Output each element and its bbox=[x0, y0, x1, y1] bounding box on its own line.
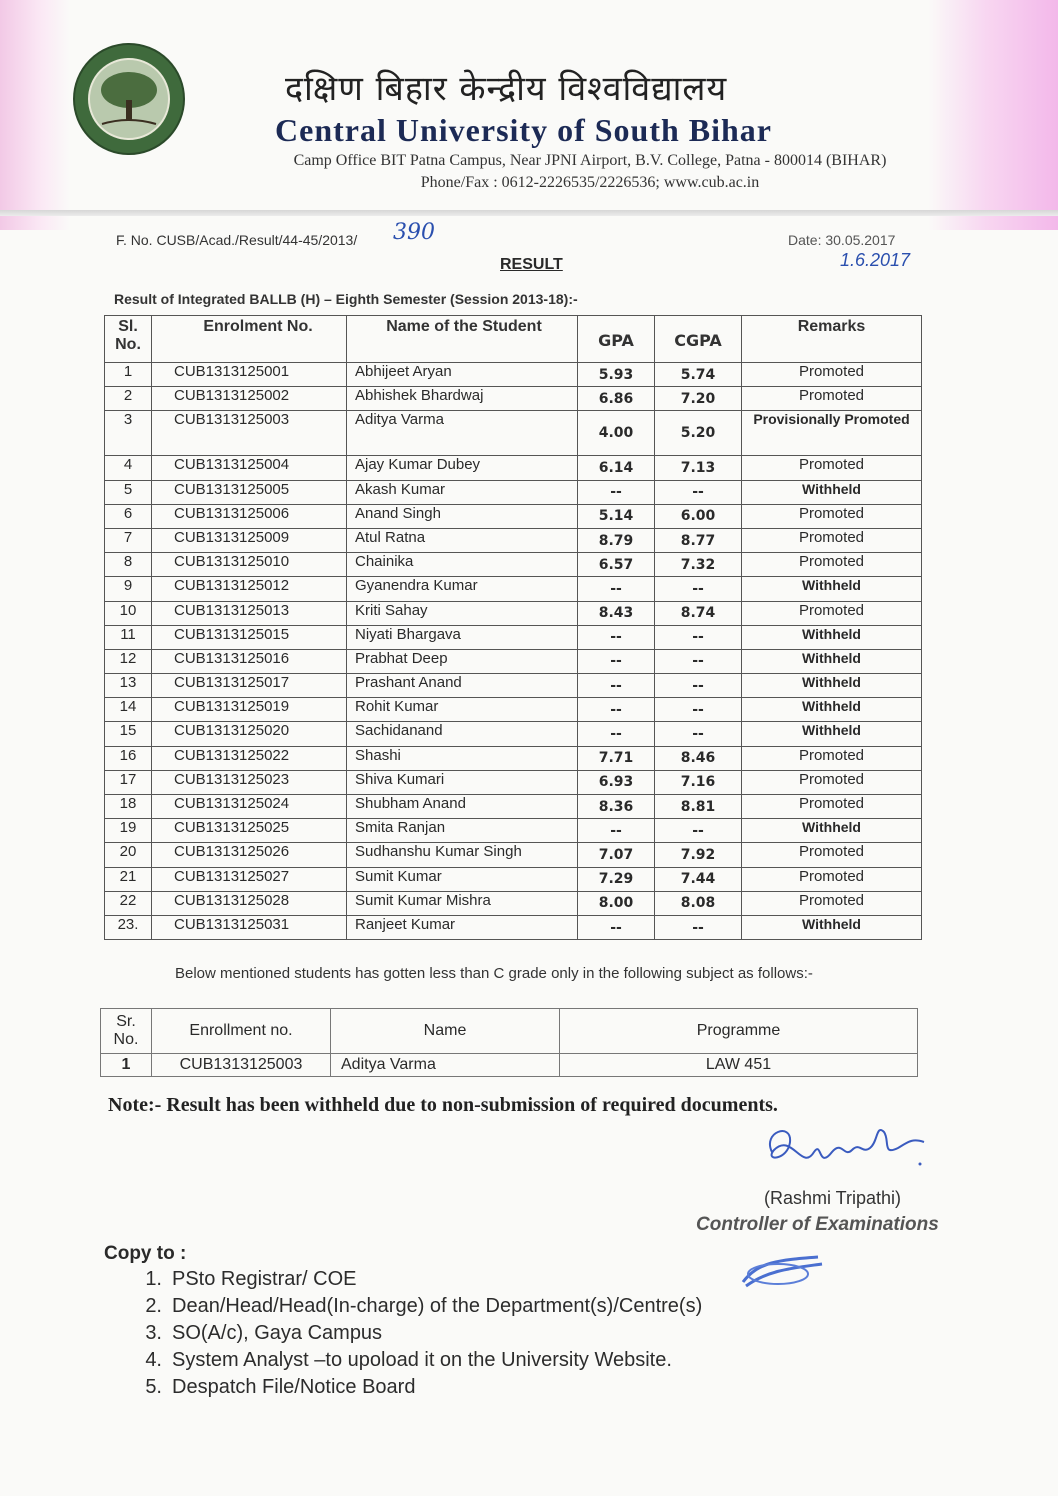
cell-sl-no: 12 bbox=[105, 649, 152, 673]
table-row bbox=[105, 456, 922, 480]
list-number: 1. bbox=[145, 1268, 162, 1290]
cell-enrolment-no: CUB1313125012 bbox=[152, 577, 347, 601]
cell-cgpa: -- bbox=[655, 649, 742, 673]
list-number: 3. bbox=[145, 1322, 162, 1344]
cell-enrolment-no: CUB1313125027 bbox=[152, 867, 347, 891]
header-enrollment-no: Enrollment no. bbox=[152, 1009, 331, 1054]
table-row bbox=[105, 411, 922, 456]
university-address: Camp Office BIT Patna Campus, Near JPNI Airport, B.V. College, Patna - 800014 (BIHAR) bbox=[293, 152, 887, 169]
table-row bbox=[105, 770, 922, 794]
cell-gpa: 7.07 bbox=[578, 843, 655, 867]
cell-sl-no: 15 bbox=[105, 722, 152, 746]
cell-cgpa: -- bbox=[655, 625, 742, 649]
cell-enrolment-no: CUB1313125025 bbox=[152, 819, 347, 843]
table-row bbox=[101, 1054, 918, 1077]
cell-gpa: 6.86 bbox=[578, 387, 655, 411]
cell-sl-no: 1 bbox=[105, 363, 152, 387]
cell-sl-no: 8 bbox=[105, 553, 152, 577]
dispatch-stamp bbox=[738, 1252, 828, 1292]
copy-to-list bbox=[130, 1268, 702, 1403]
cell-sl-no: 4 bbox=[105, 456, 152, 480]
cell-enrolment-no: CUB1313125024 bbox=[152, 795, 347, 819]
cell-sl-no: 22 bbox=[105, 891, 152, 915]
list-item bbox=[130, 1268, 702, 1295]
cell-student-name: Sachidanand bbox=[347, 722, 578, 746]
header-cgpa: CGPA bbox=[655, 316, 742, 363]
table-row bbox=[105, 891, 922, 915]
header-divider bbox=[0, 210, 1058, 216]
cell-gpa: 8.00 bbox=[578, 891, 655, 915]
cell-sl-no: 5 bbox=[105, 480, 152, 504]
list-text: Despatch File/Notice Board bbox=[172, 1376, 416, 1398]
cell-student-name: Abhishek Bhardwaj bbox=[347, 387, 578, 411]
cell-remarks: Promoted bbox=[742, 553, 922, 577]
table-row bbox=[105, 553, 922, 577]
cell-gpa: 6.14 bbox=[578, 456, 655, 480]
cell-cgpa: 6.00 bbox=[655, 504, 742, 528]
cell-enrolment-no: CUB1313125023 bbox=[152, 770, 347, 794]
cell-gpa: 4.00 bbox=[578, 411, 655, 456]
cell-enrolment-no: CUB1313125022 bbox=[152, 746, 347, 770]
cell-gpa: -- bbox=[578, 480, 655, 504]
list-text: SO(A/c), Gaya Campus bbox=[172, 1322, 383, 1344]
table-row bbox=[105, 577, 922, 601]
subject-grade-table bbox=[100, 1008, 918, 1077]
table-row bbox=[105, 746, 922, 770]
cell-enrolment-no: CUB1313125028 bbox=[152, 891, 347, 915]
cell-student-name: Sumit Kumar bbox=[347, 867, 578, 891]
cell-enrolment-no: CUB1313125019 bbox=[152, 698, 347, 722]
table-row bbox=[105, 698, 922, 722]
cell-student-name: Shubham Anand bbox=[347, 795, 578, 819]
cell-student-name: Gyanendra Kumar bbox=[347, 577, 578, 601]
issue-date-handwritten: 1.6.2017 bbox=[840, 250, 911, 270]
result-caption: Result of Integrated BALLB (H) – Eighth Semester (Session 2013-18):- bbox=[114, 291, 578, 307]
list-item bbox=[130, 1322, 702, 1349]
cell-sr-no: 1 bbox=[101, 1054, 152, 1077]
list-text: Dean/Head/Head(In-charge) of the Department(s)/Centre(s) bbox=[172, 1295, 703, 1317]
document-title: RESULT bbox=[500, 256, 563, 273]
cell-remarks: Promoted bbox=[742, 867, 922, 891]
cell-cgpa: 8.08 bbox=[655, 891, 742, 915]
cell-gpa: 7.29 bbox=[578, 867, 655, 891]
cell-sl-no: 9 bbox=[105, 577, 152, 601]
cell-enrolment-no: CUB1313125026 bbox=[152, 843, 347, 867]
cell-enrolment-no: CUB1313125031 bbox=[152, 915, 347, 939]
list-item bbox=[130, 1376, 702, 1403]
cell-sl-no: 7 bbox=[105, 528, 152, 552]
list-number: 4. bbox=[145, 1349, 162, 1371]
file-number: F. No. CUSB/Acad./Result/44-45/2013/ bbox=[116, 232, 358, 248]
cell-student-name: Prabhat Deep bbox=[347, 649, 578, 673]
list-item bbox=[130, 1295, 702, 1322]
cell-remarks: Withheld bbox=[742, 819, 922, 843]
table-row bbox=[105, 674, 922, 698]
cell-sl-no: 17 bbox=[105, 770, 152, 794]
table-row bbox=[105, 722, 922, 746]
list-text: PSto Registrar/ COE bbox=[172, 1268, 357, 1290]
cell-cgpa: -- bbox=[655, 698, 742, 722]
cell-remarks: Promoted bbox=[742, 843, 922, 867]
cell-gpa: -- bbox=[578, 819, 655, 843]
cell-enrolment-no: CUB1313125006 bbox=[152, 504, 347, 528]
cell-remarks: Withheld bbox=[742, 649, 922, 673]
cell-enrolment-no: CUB1313125020 bbox=[152, 722, 347, 746]
cell-student-name: Rohit Kumar bbox=[347, 698, 578, 722]
cell-enrolment-no: CUB1313125002 bbox=[152, 387, 347, 411]
list-text: System Analyst –to upoload it on the University Website. bbox=[172, 1349, 672, 1371]
cell-gpa: -- bbox=[578, 649, 655, 673]
cell-student-name: Sudhanshu Kumar Singh bbox=[347, 843, 578, 867]
signature-image bbox=[752, 1112, 942, 1182]
cell-remarks: Withheld bbox=[742, 625, 922, 649]
cell-cgpa: -- bbox=[655, 819, 742, 843]
cell-remarks: Provisionally Promoted bbox=[742, 411, 922, 456]
cell-remarks: Promoted bbox=[742, 770, 922, 794]
cell-cgpa: -- bbox=[655, 480, 742, 504]
cell-enrolment-no: CUB1313125009 bbox=[152, 528, 347, 552]
cell-remarks: Promoted bbox=[742, 795, 922, 819]
header-enrolment-no: Enrolment No. bbox=[152, 316, 347, 363]
cell-student-name: Ajay Kumar Dubey bbox=[347, 456, 578, 480]
cell-remarks: Withheld bbox=[742, 674, 922, 698]
cell-cgpa: 5.74 bbox=[655, 363, 742, 387]
cell-enrollment-no: CUB1313125003 bbox=[152, 1054, 331, 1077]
list-item bbox=[130, 1349, 702, 1376]
cell-cgpa: -- bbox=[655, 915, 742, 939]
cell-sl-no: 13 bbox=[105, 674, 152, 698]
cell-cgpa: 8.74 bbox=[655, 601, 742, 625]
signer-designation: Controller of Examinations bbox=[696, 1214, 939, 1235]
cell-remarks: Promoted bbox=[742, 504, 922, 528]
cell-student-name: Niyati Bhargava bbox=[347, 625, 578, 649]
cell-enrolment-no: CUB1313125003 bbox=[152, 411, 347, 456]
cell-enrolment-no: CUB1313125004 bbox=[152, 456, 347, 480]
table-row bbox=[105, 843, 922, 867]
header-remarks: Remarks bbox=[742, 316, 922, 363]
cell-gpa: 8.79 bbox=[578, 528, 655, 552]
cell-student-name: Abhijeet Aryan bbox=[347, 363, 578, 387]
table-row bbox=[105, 528, 922, 552]
signer-name: (Rashmi Tripathi) bbox=[764, 1188, 902, 1208]
cell-remarks: Promoted bbox=[742, 746, 922, 770]
issue-date: Date: 30.05.2017 bbox=[788, 232, 896, 248]
cell-gpa: -- bbox=[578, 674, 655, 698]
table-row bbox=[105, 601, 922, 625]
table-row bbox=[105, 387, 922, 411]
cell-cgpa: 8.77 bbox=[655, 528, 742, 552]
cell-remarks: Withheld bbox=[742, 915, 922, 939]
header-name: Name bbox=[331, 1009, 560, 1054]
copy-to-title: Copy to : bbox=[104, 1243, 187, 1264]
list-number: 5. bbox=[145, 1376, 162, 1398]
cell-enrolment-no: CUB1313125016 bbox=[152, 649, 347, 673]
results-table bbox=[104, 315, 922, 940]
cell-enrolment-no: CUB1313125005 bbox=[152, 480, 347, 504]
cell-student-name: Sumit Kumar Mishra bbox=[347, 891, 578, 915]
cell-cgpa: 7.32 bbox=[655, 553, 742, 577]
scan-tint-right bbox=[928, 0, 1058, 230]
cell-cgpa: 5.20 bbox=[655, 411, 742, 456]
subject-table-header bbox=[101, 1009, 918, 1054]
cell-student-name: Kriti Sahay bbox=[347, 601, 578, 625]
cell-cgpa: 7.13 bbox=[655, 456, 742, 480]
table-row bbox=[105, 915, 922, 939]
header-programme: Programme bbox=[560, 1009, 918, 1054]
cell-cgpa: -- bbox=[655, 722, 742, 746]
cell-remarks: Withheld bbox=[742, 480, 922, 504]
cell-sl-no: 2 bbox=[105, 387, 152, 411]
table-row bbox=[105, 819, 922, 843]
cell-student-name: Prashant Anand bbox=[347, 674, 578, 698]
cell-programme: LAW 451 bbox=[560, 1054, 918, 1077]
cell-gpa: -- bbox=[578, 722, 655, 746]
scan-tint-left bbox=[0, 0, 70, 230]
cell-remarks: Promoted bbox=[742, 601, 922, 625]
cell-student-name: Smita Ranjan bbox=[347, 819, 578, 843]
table-row bbox=[105, 649, 922, 673]
cell-cgpa: 7.92 bbox=[655, 843, 742, 867]
university-name-english: Central University of South Bihar bbox=[275, 112, 772, 148]
cell-student-name: Chainika bbox=[347, 553, 578, 577]
cell-sl-no: 18 bbox=[105, 795, 152, 819]
cell-gpa: 6.57 bbox=[578, 553, 655, 577]
table-row bbox=[105, 867, 922, 891]
cell-sl-no: 19 bbox=[105, 819, 152, 843]
cell-remarks: Promoted bbox=[742, 456, 922, 480]
cell-sl-no: 21 bbox=[105, 867, 152, 891]
cell-gpa: 8.36 bbox=[578, 795, 655, 819]
cell-gpa: -- bbox=[578, 577, 655, 601]
file-number-handwritten: 390 bbox=[393, 220, 435, 245]
cell-student-name: Aditya Varma bbox=[347, 411, 578, 456]
cell-gpa: 6.93 bbox=[578, 770, 655, 794]
header-student-name: Name of the Student bbox=[347, 316, 578, 363]
header-gpa: GPA bbox=[578, 316, 655, 363]
cell-gpa: 8.43 bbox=[578, 601, 655, 625]
table-row bbox=[105, 795, 922, 819]
cell-cgpa: 7.16 bbox=[655, 770, 742, 794]
cell-enrolment-no: CUB1313125015 bbox=[152, 625, 347, 649]
table-row bbox=[105, 625, 922, 649]
cell-sl-no: 10 bbox=[105, 601, 152, 625]
cell-enrolment-no: CUB1313125017 bbox=[152, 674, 347, 698]
cell-sl-no: 14 bbox=[105, 698, 152, 722]
cell-enrolment-no: CUB1313125001 bbox=[152, 363, 347, 387]
results-table-header bbox=[105, 316, 922, 363]
table-row bbox=[105, 363, 922, 387]
list-number: 2. bbox=[145, 1295, 162, 1317]
cell-enrolment-no: CUB1313125013 bbox=[152, 601, 347, 625]
cell-sl-no: 11 bbox=[105, 625, 152, 649]
cell-gpa: -- bbox=[578, 698, 655, 722]
cell-gpa: 5.14 bbox=[578, 504, 655, 528]
cell-cgpa: -- bbox=[655, 674, 742, 698]
cell-sl-no: 6 bbox=[105, 504, 152, 528]
cell-gpa: -- bbox=[578, 915, 655, 939]
withheld-note: Note:- Result has been withheld due to non-submission of required documents. bbox=[108, 1094, 778, 1116]
cell-name: Aditya Varma bbox=[331, 1054, 560, 1077]
table-row bbox=[105, 480, 922, 504]
university-seal-logo bbox=[72, 42, 187, 157]
cell-cgpa: 7.20 bbox=[655, 387, 742, 411]
cell-sl-no: 20 bbox=[105, 843, 152, 867]
cell-remarks: Promoted bbox=[742, 528, 922, 552]
header-sr-no: Sr. No. bbox=[101, 1009, 152, 1054]
cell-student-name: Shashi bbox=[347, 746, 578, 770]
header-sl-no: Sl. No. bbox=[105, 316, 152, 363]
cell-gpa: 7.71 bbox=[578, 746, 655, 770]
cell-remarks: Withheld bbox=[742, 722, 922, 746]
cell-cgpa: 7.44 bbox=[655, 867, 742, 891]
cell-gpa: -- bbox=[578, 625, 655, 649]
cell-student-name: Shiva Kumari bbox=[347, 770, 578, 794]
table-row bbox=[105, 504, 922, 528]
cell-cgpa: 8.81 bbox=[655, 795, 742, 819]
cell-cgpa: -- bbox=[655, 577, 742, 601]
cell-student-name: Ranjeet Kumar bbox=[347, 915, 578, 939]
cell-sl-no: 3 bbox=[105, 411, 152, 456]
cell-enrolment-no: CUB1313125010 bbox=[152, 553, 347, 577]
cell-gpa: 5.93 bbox=[578, 363, 655, 387]
cell-student-name: Akash Kumar bbox=[347, 480, 578, 504]
cell-remarks: Promoted bbox=[742, 891, 922, 915]
cell-student-name: Atul Ratna bbox=[347, 528, 578, 552]
cell-remarks: Withheld bbox=[742, 698, 922, 722]
cell-remarks: Promoted bbox=[742, 387, 922, 411]
cell-sl-no: 23. bbox=[105, 915, 152, 939]
university-name-hindi: दक्षिण बिहार केन्द्रीय विश्वविद्यालय bbox=[285, 69, 728, 109]
cell-student-name: Anand Singh bbox=[347, 504, 578, 528]
cell-sl-no: 16 bbox=[105, 746, 152, 770]
cell-remarks: Withheld bbox=[742, 577, 922, 601]
cell-cgpa: 8.46 bbox=[655, 746, 742, 770]
university-contact: Phone/Fax : 0612-2226535/2226536; www.cub.ac.in bbox=[420, 174, 760, 191]
below-grade-statement: Below mentioned students has gotten less than C grade only in the following subject as follows:- bbox=[175, 965, 813, 982]
cell-remarks: Promoted bbox=[742, 363, 922, 387]
